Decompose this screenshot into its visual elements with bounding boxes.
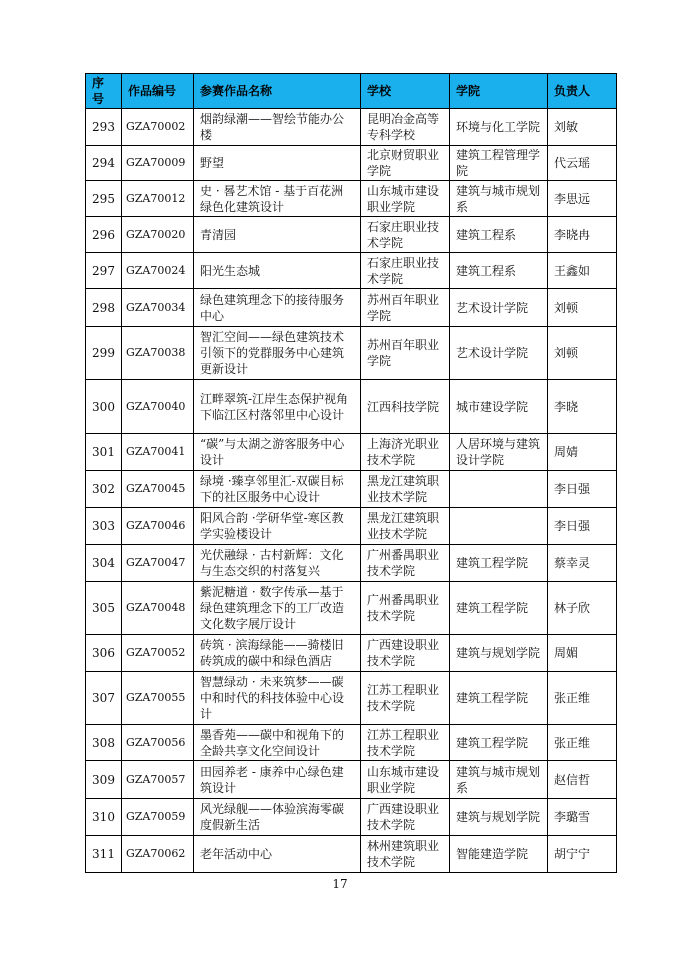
header-number: 序号 <box>86 74 122 109</box>
header-school: 学校 <box>361 74 450 109</box>
cell-number: 309 <box>86 761 122 799</box>
results-table <box>85 73 617 873</box>
cell-school: 上海济光职业技术学院 <box>361 434 450 471</box>
table-row <box>86 146 617 181</box>
cell-work-code: GZA70009 <box>122 146 194 181</box>
cell-college: 智能建造学院 <box>450 836 548 873</box>
cell-leader: 蔡幸灵 <box>548 545 617 582</box>
cell-work-title: 阳光生态城 <box>194 253 361 289</box>
cell-school: 林州建筑职业技术学院 <box>361 836 450 873</box>
cell-work-code: GZA70020 <box>122 217 194 253</box>
cell-work-title: 江畔翠筑-江岸生态保护视角下临江区村落邻里中心设计 <box>194 380 361 434</box>
cell-leader: 李日强 <box>548 471 617 508</box>
table-row <box>86 761 617 799</box>
cell-number: 306 <box>86 635 122 672</box>
cell-work-code: GZA70002 <box>122 109 194 146</box>
cell-college <box>450 471 548 508</box>
cell-work-code: GZA70040 <box>122 380 194 434</box>
cell-school: 苏州百年职业学院 <box>361 327 450 380</box>
cell-work-code: GZA70057 <box>122 761 194 799</box>
cell-number: 305 <box>86 582 122 635</box>
cell-leader: 李璐雪 <box>548 799 617 836</box>
cell-number: 308 <box>86 725 122 761</box>
cell-work-code: GZA70012 <box>122 181 194 217</box>
cell-work-title: 墨香苑——碳中和视角下的全龄共享文化空间设计 <box>194 725 361 761</box>
cell-number: 307 <box>86 672 122 725</box>
cell-work-title: 阳风合韵 ·学研华堂-寒区教学实验楼设计 <box>194 508 361 545</box>
cell-work-title: 砖筑 · 滨海绿能——骑楼旧砖筑成的碳中和绿色酒店 <box>194 635 361 672</box>
table-row <box>86 434 617 471</box>
cell-number: 299 <box>86 327 122 380</box>
cell-work-title: 老年活动中心 <box>194 836 361 873</box>
table-row <box>86 545 617 582</box>
cell-college: 建筑工程管理学院 <box>450 146 548 181</box>
cell-leader: 李思远 <box>548 181 617 217</box>
cell-college: 建筑与城市规划系 <box>450 181 548 217</box>
cell-school: 江苏工程职业技术学院 <box>361 725 450 761</box>
table-row <box>86 289 617 327</box>
cell-leader: 刘敏 <box>548 109 617 146</box>
cell-leader: 李晓 <box>548 380 617 434</box>
cell-work-title: 绿色建筑理念下的接待服务中心 <box>194 289 361 327</box>
cell-number: 296 <box>86 217 122 253</box>
table-row <box>86 836 617 873</box>
cell-school: 苏州百年职业学院 <box>361 289 450 327</box>
cell-work-title: 风光绿舰——体验滨海零碳度假新生活 <box>194 799 361 836</box>
table-row <box>86 217 617 253</box>
cell-number: 301 <box>86 434 122 471</box>
cell-leader: 李晓冉 <box>548 217 617 253</box>
cell-school: 广西建设职业技术学院 <box>361 799 450 836</box>
table-row <box>86 635 617 672</box>
cell-leader: 张正维 <box>548 672 617 725</box>
cell-work-code: GZA70024 <box>122 253 194 289</box>
cell-work-title: 绿境 ·臻享邻里汇-双碳目标下的社区服务中心设计 <box>194 471 361 508</box>
cell-work-title: 智汇空间——绿色建筑技术引领下的党群服务中心建筑更新设计 <box>194 327 361 380</box>
cell-leader: 周媚 <box>548 635 617 672</box>
cell-work-title: 田园养老 - 康养中心绿色建筑设计 <box>194 761 361 799</box>
cell-school: 石家庄职业技术学院 <box>361 253 450 289</box>
table-row <box>86 253 617 289</box>
cell-school: 江西科技学院 <box>361 380 450 434</box>
cell-school: 广州番禺职业技术学院 <box>361 582 450 635</box>
cell-work-title: 野望 <box>194 146 361 181</box>
page-number: 17 <box>332 877 348 891</box>
table-body <box>86 109 617 873</box>
cell-school: 石家庄职业技术学院 <box>361 217 450 253</box>
cell-college: 建筑与规划学院 <box>450 799 548 836</box>
cell-college: 建筑工程系 <box>450 253 548 289</box>
cell-college: 建筑工程学院 <box>450 672 548 725</box>
cell-work-code: GZA70047 <box>122 545 194 582</box>
cell-college: 建筑与城市规划系 <box>450 761 548 799</box>
cell-school: 广州番禺职业技术学院 <box>361 545 450 582</box>
cell-college: 人居环境与建筑设计学院 <box>450 434 548 471</box>
cell-work-code: GZA70046 <box>122 508 194 545</box>
table-row <box>86 471 617 508</box>
cell-number: 304 <box>86 545 122 582</box>
cell-work-code: GZA70062 <box>122 836 194 873</box>
cell-number: 293 <box>86 109 122 146</box>
cell-leader: 代云瑶 <box>548 146 617 181</box>
cell-work-title: 光伏融绿 · 古村新辉：文化与生态交织的村落复兴 <box>194 545 361 582</box>
cell-work-code: GZA70041 <box>122 434 194 471</box>
cell-work-code: GZA70059 <box>122 799 194 836</box>
cell-leader: 刘顿 <box>548 327 617 380</box>
table-row <box>86 380 617 434</box>
cell-work-code: GZA70055 <box>122 672 194 725</box>
cell-work-title: 智慧绿动 · 未来筑梦——碳中和时代的科技体验中心设计 <box>194 672 361 725</box>
cell-school: 山东城市建设职业学院 <box>361 761 450 799</box>
cell-work-code: GZA70045 <box>122 471 194 508</box>
cell-number: 295 <box>86 181 122 217</box>
cell-college: 环境与化工学院 <box>450 109 548 146</box>
table-row <box>86 725 617 761</box>
cell-number: 302 <box>86 471 122 508</box>
cell-leader: 张正维 <box>548 725 617 761</box>
cell-school: 山东城市建设职业学院 <box>361 181 450 217</box>
table-row <box>86 799 617 836</box>
cell-leader: 周婧 <box>548 434 617 471</box>
table-header-row <box>86 74 617 109</box>
table-row <box>86 582 617 635</box>
cell-college: 建筑与规划学院 <box>450 635 548 672</box>
cell-number: 297 <box>86 253 122 289</box>
table-row <box>86 109 617 146</box>
cell-leader: 王鑫如 <box>548 253 617 289</box>
cell-college: 艺术设计学院 <box>450 327 548 380</box>
cell-leader: 胡宁宁 <box>548 836 617 873</box>
cell-work-code: GZA70052 <box>122 635 194 672</box>
cell-work-code: GZA70056 <box>122 725 194 761</box>
cell-work-title: 史 · 晷艺术馆 - 基于百花洲绿色化建筑设计 <box>194 181 361 217</box>
cell-school: 江苏工程职业技术学院 <box>361 672 450 725</box>
cell-work-code: GZA70048 <box>122 582 194 635</box>
cell-work-title: “碳”与太湖之游客服务中心设计 <box>194 434 361 471</box>
cell-college: 城市建设学院 <box>450 380 548 434</box>
cell-college <box>450 508 548 545</box>
header-work-code: 作品编号 <box>122 74 194 109</box>
cell-work-code: GZA70038 <box>122 327 194 380</box>
cell-college: 建筑工程学院 <box>450 725 548 761</box>
cell-college: 建筑工程系 <box>450 217 548 253</box>
table-row <box>86 672 617 725</box>
cell-school: 北京财贸职业学院 <box>361 146 450 181</box>
cell-number: 303 <box>86 508 122 545</box>
cell-college: 建筑工程学院 <box>450 582 548 635</box>
cell-school: 黑龙江建筑职业技术学院 <box>361 471 450 508</box>
cell-leader: 林子欣 <box>548 582 617 635</box>
cell-number: 311 <box>86 836 122 873</box>
cell-leader: 李日强 <box>548 508 617 545</box>
header-leader: 负责人 <box>548 74 617 109</box>
cell-number: 298 <box>86 289 122 327</box>
header-college: 学院 <box>450 74 548 109</box>
cell-work-title: 烟韵绿潮——智绘节能办公楼 <box>194 109 361 146</box>
cell-leader: 刘顿 <box>548 289 617 327</box>
cell-school: 黑龙江建筑职业技术学院 <box>361 508 450 545</box>
header-work-title: 参赛作品名称 <box>194 74 361 109</box>
table-row <box>86 327 617 380</box>
cell-work-title: 青清园 <box>194 217 361 253</box>
cell-work-title: 紫泥糖道 · 数字传承—基于绿色建筑理念下的工厂改造文化数字展厅设计 <box>194 582 361 635</box>
table-row <box>86 508 617 545</box>
cell-college: 建筑工程学院 <box>450 545 548 582</box>
cell-number: 300 <box>86 380 122 434</box>
table-row <box>86 181 617 217</box>
cell-leader: 赵信哲 <box>548 761 617 799</box>
cell-work-code: GZA70034 <box>122 289 194 327</box>
cell-number: 310 <box>86 799 122 836</box>
cell-number: 294 <box>86 146 122 181</box>
cell-school: 广西建设职业技术学院 <box>361 635 450 672</box>
cell-college: 艺术设计学院 <box>450 289 548 327</box>
cell-school: 昆明冶金高等专科学校 <box>361 109 450 146</box>
